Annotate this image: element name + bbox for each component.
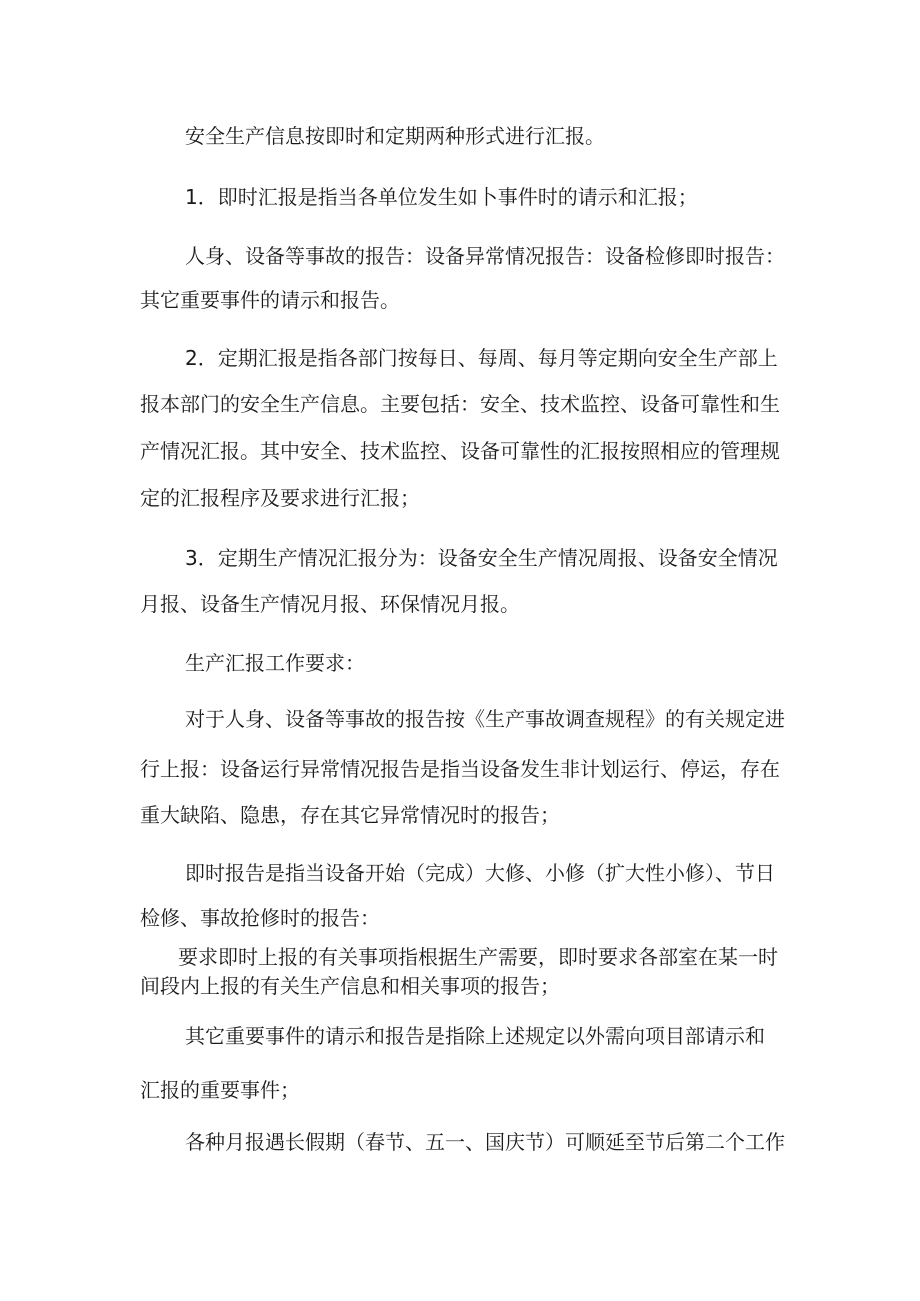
paragraph-accident-line-3: 重大缺陷、隐患，存在其它异常情况时的报告； xyxy=(140,803,560,827)
paragraph-required-items-line-2: 间段内上报的有关生产信息和相关事项的报告； xyxy=(140,974,560,998)
paragraph-item-2-line-3: 产情况汇报。其中安全、技术监控、设备可靠性的汇报按照相应的管理规 xyxy=(140,439,780,463)
paragraph-other-events-line-2: 汇报的重要事件； xyxy=(140,1078,300,1102)
paragraph-accident-line-2: 行上报：设备运行异常情况报告是指当设备发生非计划运行、停运，存在 xyxy=(140,757,780,781)
paragraph-item-1: 1．即时汇报是指当各单位发生如卜事件时的请示和汇报； xyxy=(185,185,698,209)
paragraph-other-events-line-1: 其它重要事件的请示和报告是指除上述规定以外需向项目部请示和 xyxy=(185,1024,765,1048)
paragraph-intro: 安全生产信息按即时和定期两种形式进行汇报。 xyxy=(185,124,605,148)
paragraph-report-types-line-2: 其它重要事件的请示和报告。 xyxy=(140,288,400,312)
paragraph-requirements-heading: 生产汇报工作要求： xyxy=(185,651,365,675)
paragraph-accident-line-1: 对于人身、设备等事故的报告按《生产事故调查规程》的有关规定进 xyxy=(185,707,785,731)
paragraph-monthly-reports-line-1: 各种月报遇长假期（春节、五一、国庆节）可顺延至节后第二个工作 xyxy=(185,1130,785,1154)
paragraph-report-types-line-1: 人身、设备等事故的报告：设备异常情况报告：设备检修即时报告： xyxy=(185,244,785,268)
paragraph-item-2-line-2: 报本部门的安全生产信息。主要包括：安全、技术监控、设备可靠性和生 xyxy=(140,392,780,416)
paragraph-instant-report-line-2: 检修、事故抢修时的报告： xyxy=(140,906,380,930)
paragraph-instant-report-line-1: 即时报告是指当设备开始（完成）大修、小修（扩大性小修）、节日 xyxy=(185,861,775,885)
paragraph-item-2-line-4: 定的汇报程序及要求进行汇报； xyxy=(140,486,420,510)
paragraph-item-3-line-1: 3．定期生产情况汇报分为：设备安全生产情况周报、设备安全情况 xyxy=(185,546,778,570)
paragraph-item-3-line-2: 月报、设备生产情况月报、环保情况月报。 xyxy=(140,592,520,616)
paragraph-required-items-line-1: 要求即时上报的有关事项指根据生产需要，即时要求各部室在某一时 xyxy=(178,945,778,969)
paragraph-item-2-line-1: 2．定期汇报是指各部门按每日、每周、每月等定期向安全生产部上 xyxy=(185,346,778,370)
